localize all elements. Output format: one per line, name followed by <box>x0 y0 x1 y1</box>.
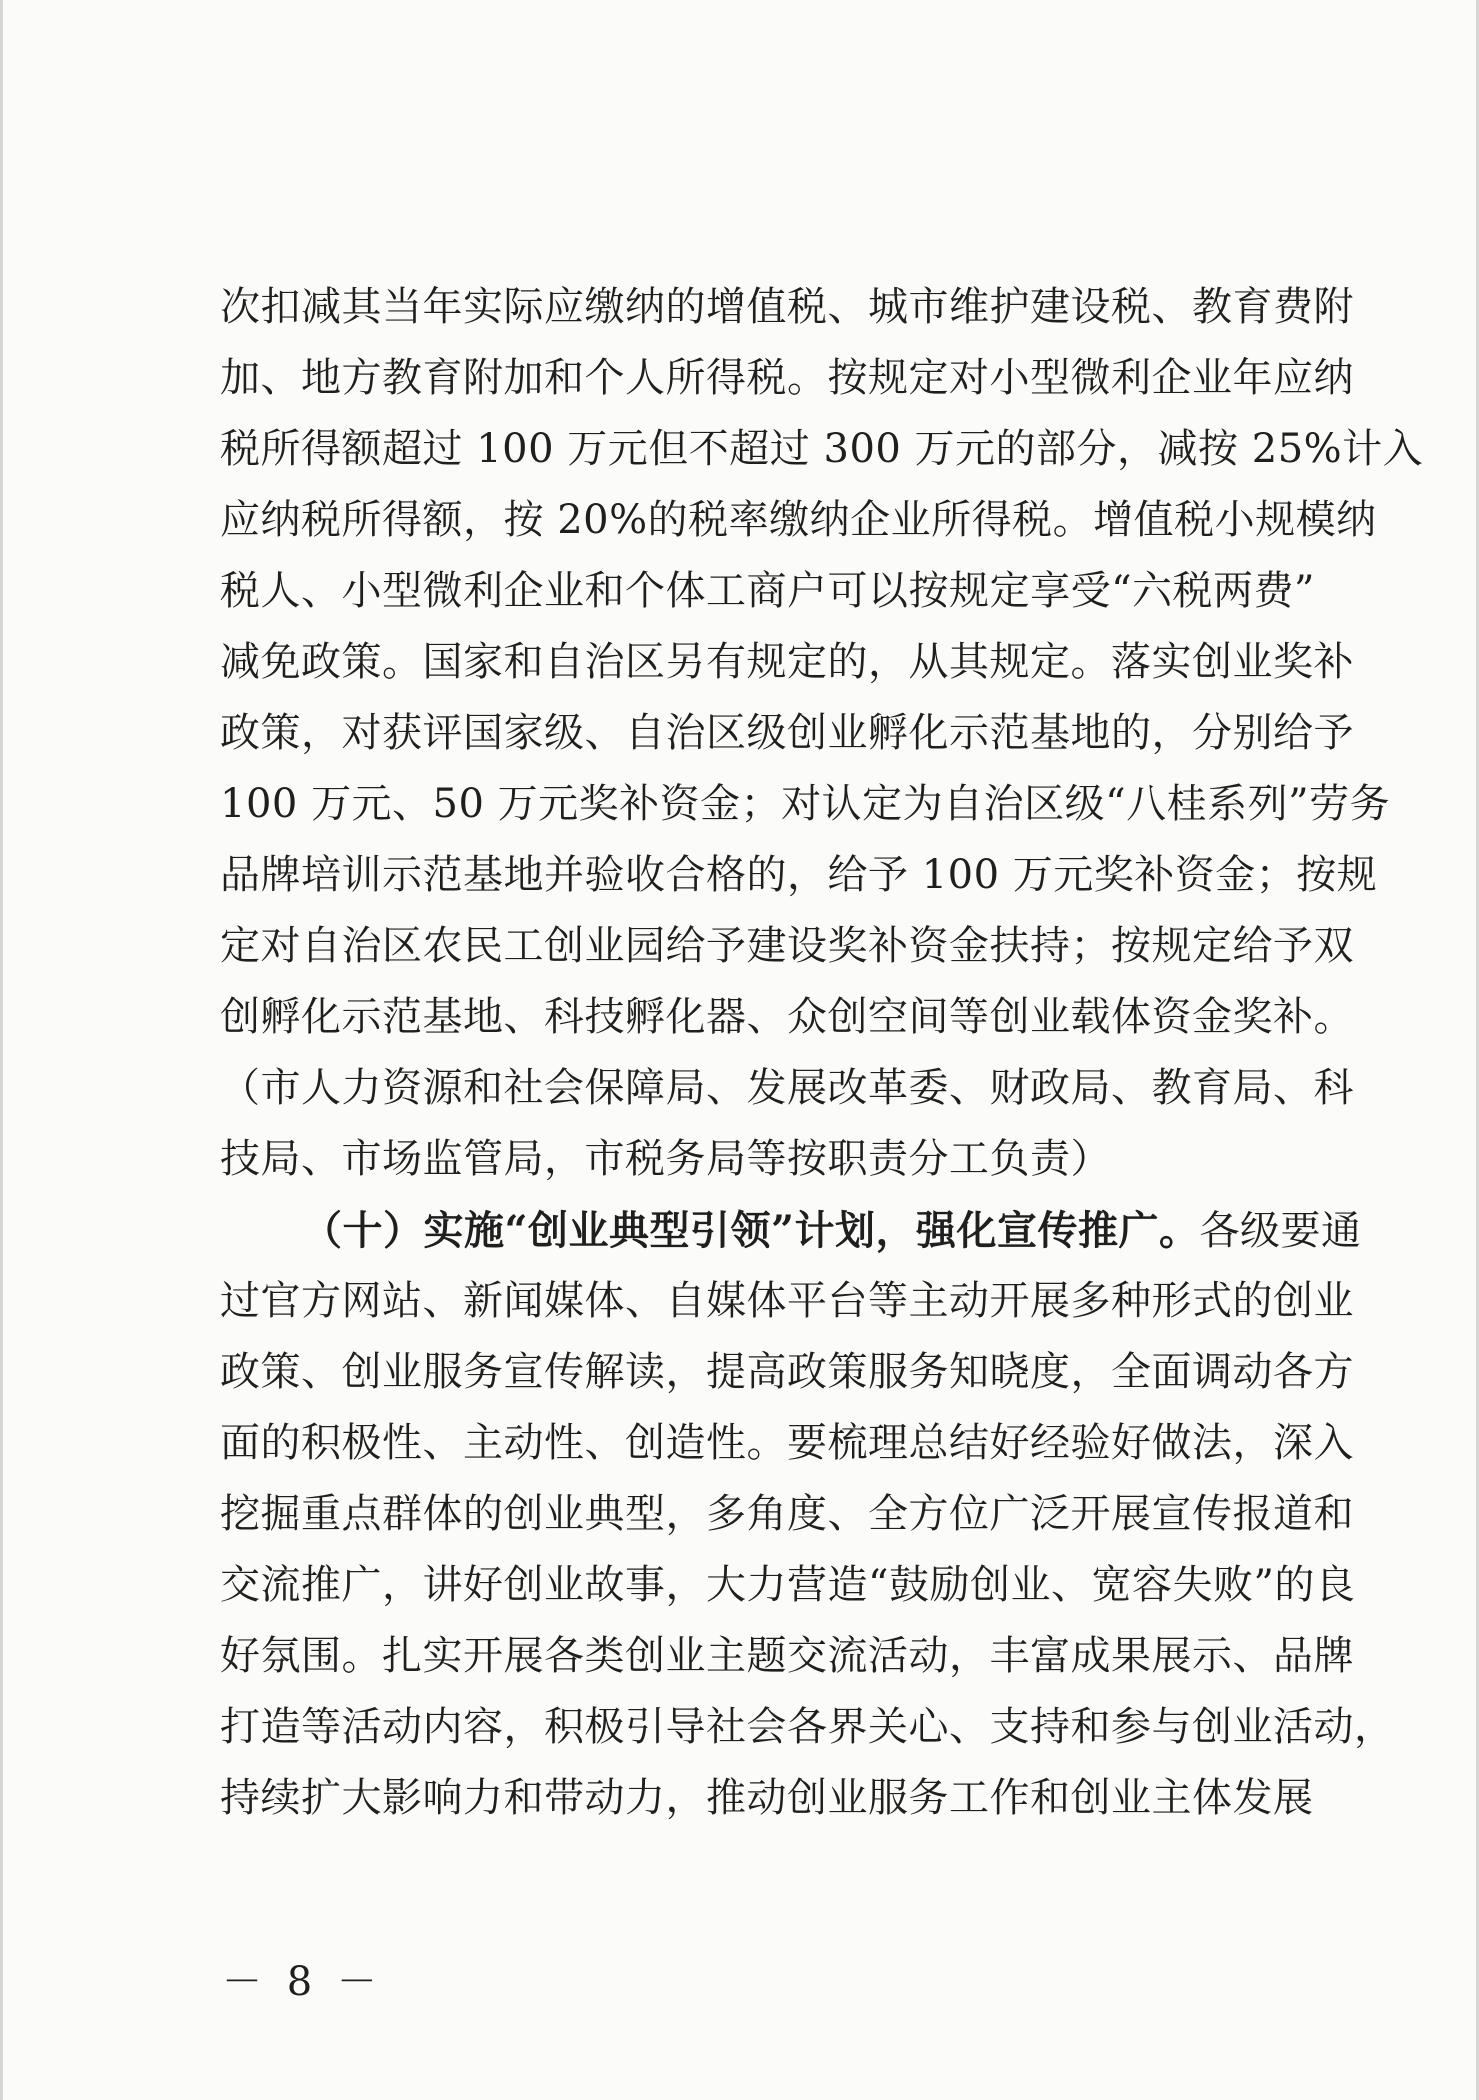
page-number: － 8 － <box>222 1959 383 2005</box>
paragraph-line: 好氛围。扎实开展各类创业主题交流活动，丰富成果展示、品牌 <box>220 1633 1354 1679</box>
paragraph-line: 减免政策。国家和自治区另有规定的，从其规定。落实创业奖补 <box>220 639 1354 685</box>
body-text <box>220 272 1424 1834</box>
paragraph-line: 100 万元、50 万元奖补资金；对认定为自治区级“八桂系列”劳务 <box>220 781 1391 827</box>
paragraph-line: 定对自治区农民工创业园给予建设奖补资金扶持；按规定给予双 <box>220 923 1354 969</box>
scan-left-edge <box>0 0 3 2100</box>
paragraph-line: 挖掘重点群体的创业典型，多角度、全方位广泛开展宣传报道和 <box>220 1491 1354 1537</box>
paragraph-line: 加、地方教育附加和个人所得税。按规定对小型微利企业年应纳 <box>220 355 1354 401</box>
paragraph-line: 税所得额超过 100 万元但不超过 300 万元的部分，减按 25%计入 <box>220 426 1424 472</box>
paragraph-line: 政策，对获评国家级、自治区级创业孵化示范基地的，分别给予 <box>220 710 1354 756</box>
paragraph-line: 应纳税所得额，按 20%的税率缴纳企业所得税。增值税小规模纳 <box>220 497 1377 543</box>
paragraph-line: 品牌培训示范基地并验收合格的，给予 100 万元奖补资金；按规 <box>220 852 1378 898</box>
paragraph-line: 持续扩大影响力和带动力，推动创业服务工作和创业主体发展 <box>220 1775 1314 1821</box>
section-heading: （十）实施“创业典型引领”计划，强化宣传推广。 <box>302 1207 1200 1254</box>
paragraph-line: 政策、创业服务宣传解读，提高政策服务知晓度，全面调动各方 <box>220 1349 1354 1395</box>
paragraph-line: 税人、小型微利企业和个体工商户可以按规定享受“六税两费” <box>220 568 1315 614</box>
paragraph-line: 创孵化示范基地、科技孵化器、众创空间等创业载体资金奖补。 <box>220 994 1354 1040</box>
paragraph-line: 交流推广，讲好创业故事，大力营造“鼓励创业、宽容失败”的良 <box>220 1562 1356 1608</box>
section-first-line-text: 各级要通 <box>1199 1208 1362 1254</box>
paragraph-line: 次扣减其当年实际应缴纳的增值税、城市维护建设税、教育费附 <box>220 284 1354 330</box>
paragraph-line: 技局、市场监管局，市税务局等按职责分工负责） <box>220 1136 1111 1182</box>
paragraph-line: （市人力资源和社会保障局、发展改革委、财政局、教育局、科 <box>220 1065 1354 1111</box>
paragraph-line: 过官方网站、新闻媒体、自媒体平台等主动开展多种形式的创业 <box>220 1278 1354 1324</box>
paragraph-line: 打造等活动内容，积极引导社会各界关心、支持和参与创业活动， <box>220 1704 1395 1750</box>
section-first-line <box>220 1195 1362 1266</box>
paragraph-line: 面的积极性、主动性、创造性。要梳理总结好经验好做法，深入 <box>220 1420 1354 1466</box>
